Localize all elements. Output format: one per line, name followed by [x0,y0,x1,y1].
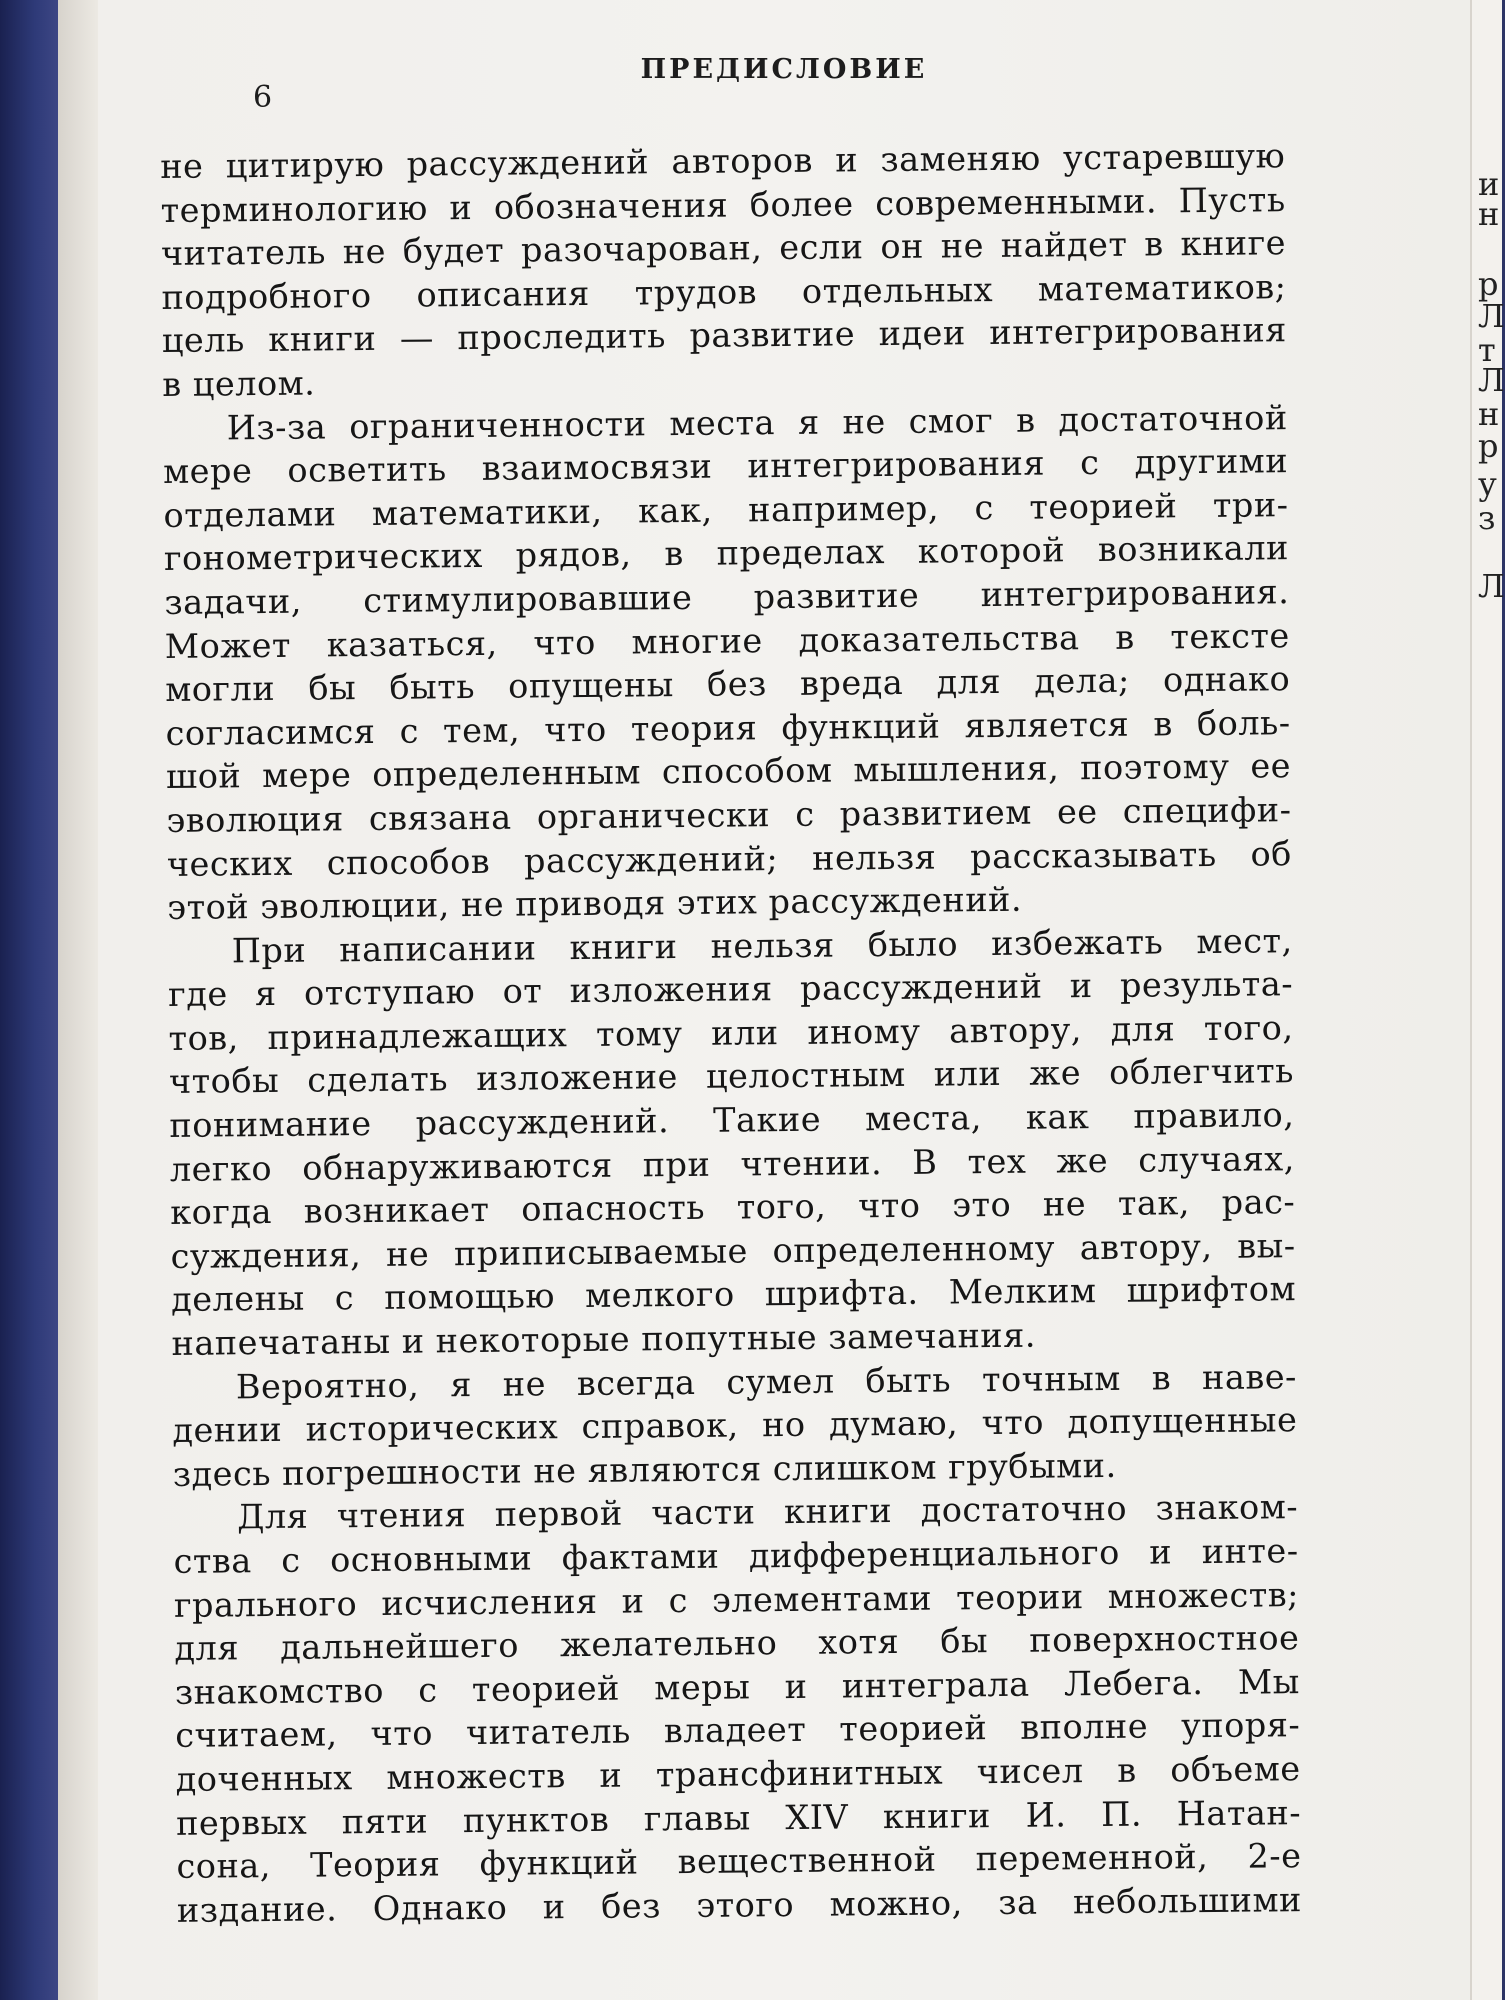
running-title: ПРЕДИСЛОВИЕ [640,54,928,85]
text-line: здесь погрешности не являются слишком грубыми. [172,1445,1117,1494]
text-line: согласимся с тем, что теория функций является в боль- [165,702,1291,753]
adjacent-page-letter: з [1478,499,1496,537]
text-line: ства с основными фактами дифференциального и инте- [173,1531,1299,1581]
adjacent-page-letter: у [1478,465,1497,503]
text-line: где я отступаю от изложения рассуждений и результа- [167,964,1294,1015]
text-line: доченных множеств и трансфинитных чисел в объеме [175,1749,1301,1799]
text-line: читатель не будет разочарован, если он не найдет в книге [160,223,1287,274]
text-line: шой мере определенным способом мышления, поэтому ее [165,746,1292,797]
text-line: Вероятно, я не всегда сумел быть точным в наве- [235,1356,1298,1406]
text-line: грального исчисления и с элементами теории множеств; [173,1574,1300,1625]
text-line: дении исторических справок, но думаю, что допущенные [172,1400,1298,1451]
text-line: не цитирую рассуждений авторов и заменяю устаревшую [160,136,1286,186]
text-line: первых пяти пунктов главы XIV книги И. П. Натан- [175,1792,1302,1843]
text-line: тов, принадлежащих тому или иному автору, для того, [168,1008,1294,1058]
page-number: 6 [253,80,273,115]
adjacent-page-letter: н [1478,195,1500,233]
text-line: ческих способов рассуждений; нельзя рассказывать об [166,833,1293,884]
text-line: Может казаться, что многие доказательства в тексте [164,615,1290,666]
text-line: легко обнаруживаются при чтении. В тех же случаях, [169,1138,1295,1189]
text-line: напечатаны и некоторые попутные замечания. [171,1315,1037,1363]
adjacent-page-letter: р [1478,427,1499,465]
text-line: подробного описания трудов отдельных математиков; [161,266,1287,317]
text-line: когда возникает опасность того, что это не так, рас- [170,1182,1296,1233]
text-line: могли бы быть опущены без вреда для дела; однако [165,659,1291,710]
text-line: задачи, стимулировавшие развитие интегрирования. [164,572,1290,622]
adjacent-page-letter: т [1478,331,1496,369]
text-line: понимание рассуждений. Такие места, как правило, [169,1095,1295,1146]
text-line: гонометрических рядов, в пределах которой возникали [163,528,1290,579]
text-line: считаем, что читатель владеет теорией вполне упоря- [175,1705,1301,1756]
text-line: сона, Теория функций вещественной переменной, 2-е [176,1836,1302,1887]
text-line: отделами математики, как, например, с теорией три- [163,484,1289,535]
adjacent-page-letter: Л [1478,567,1505,605]
text-line: Для чтения первой части книги достаточно знаком- [236,1487,1299,1537]
text-line: мере осветить взаимосвязи интегрирования с другими [162,441,1289,492]
text-line: делены с помощью мелкого шрифта. Мелким шрифтом [170,1269,1297,1320]
text-line: цель книги — проследить развитие идеи интегрирования [161,310,1288,361]
text-line: терминологию и обозначения более современными. Пусть [160,179,1286,230]
adjacent-page-letter: р [1478,265,1499,303]
text-line: суждения, не приписываемые определенному автору, вы- [170,1225,1296,1276]
preface-body-text [160,134,1302,1932]
text-line: знакомство с теорией меры и интеграла Лебега. Мы [174,1661,1300,1712]
adjacent-page-letter: Л [1478,297,1505,335]
text-line: При написании книги нельзя было избежать мест, [231,920,1293,971]
text-line: Из-за ограниченности места я не смог в достаточной [226,397,1288,447]
book-cover-binding [0,0,58,2000]
text-line: издание. Однако и без этого можно, за небольшими [176,1879,1303,1930]
adjacent-page-margin [1470,0,1505,2000]
text-line: эволюция связана органически с развитием ее специфи- [166,790,1292,840]
page-edge [58,0,99,2000]
adjacent-page-letter: и [1478,165,1500,203]
text-line: чтобы сделать изложение целостным или же облегчить [168,1051,1295,1102]
text-line: в целом. [162,363,316,404]
text-line: этой эволюции, не приводя этих рассуждений. [167,879,1023,928]
adjacent-page-letter: н [1478,395,1500,433]
text-line: для дальнейшего желательно хотя бы поверхностное [174,1618,1300,1669]
adjacent-page-letter: Л [1478,361,1505,399]
